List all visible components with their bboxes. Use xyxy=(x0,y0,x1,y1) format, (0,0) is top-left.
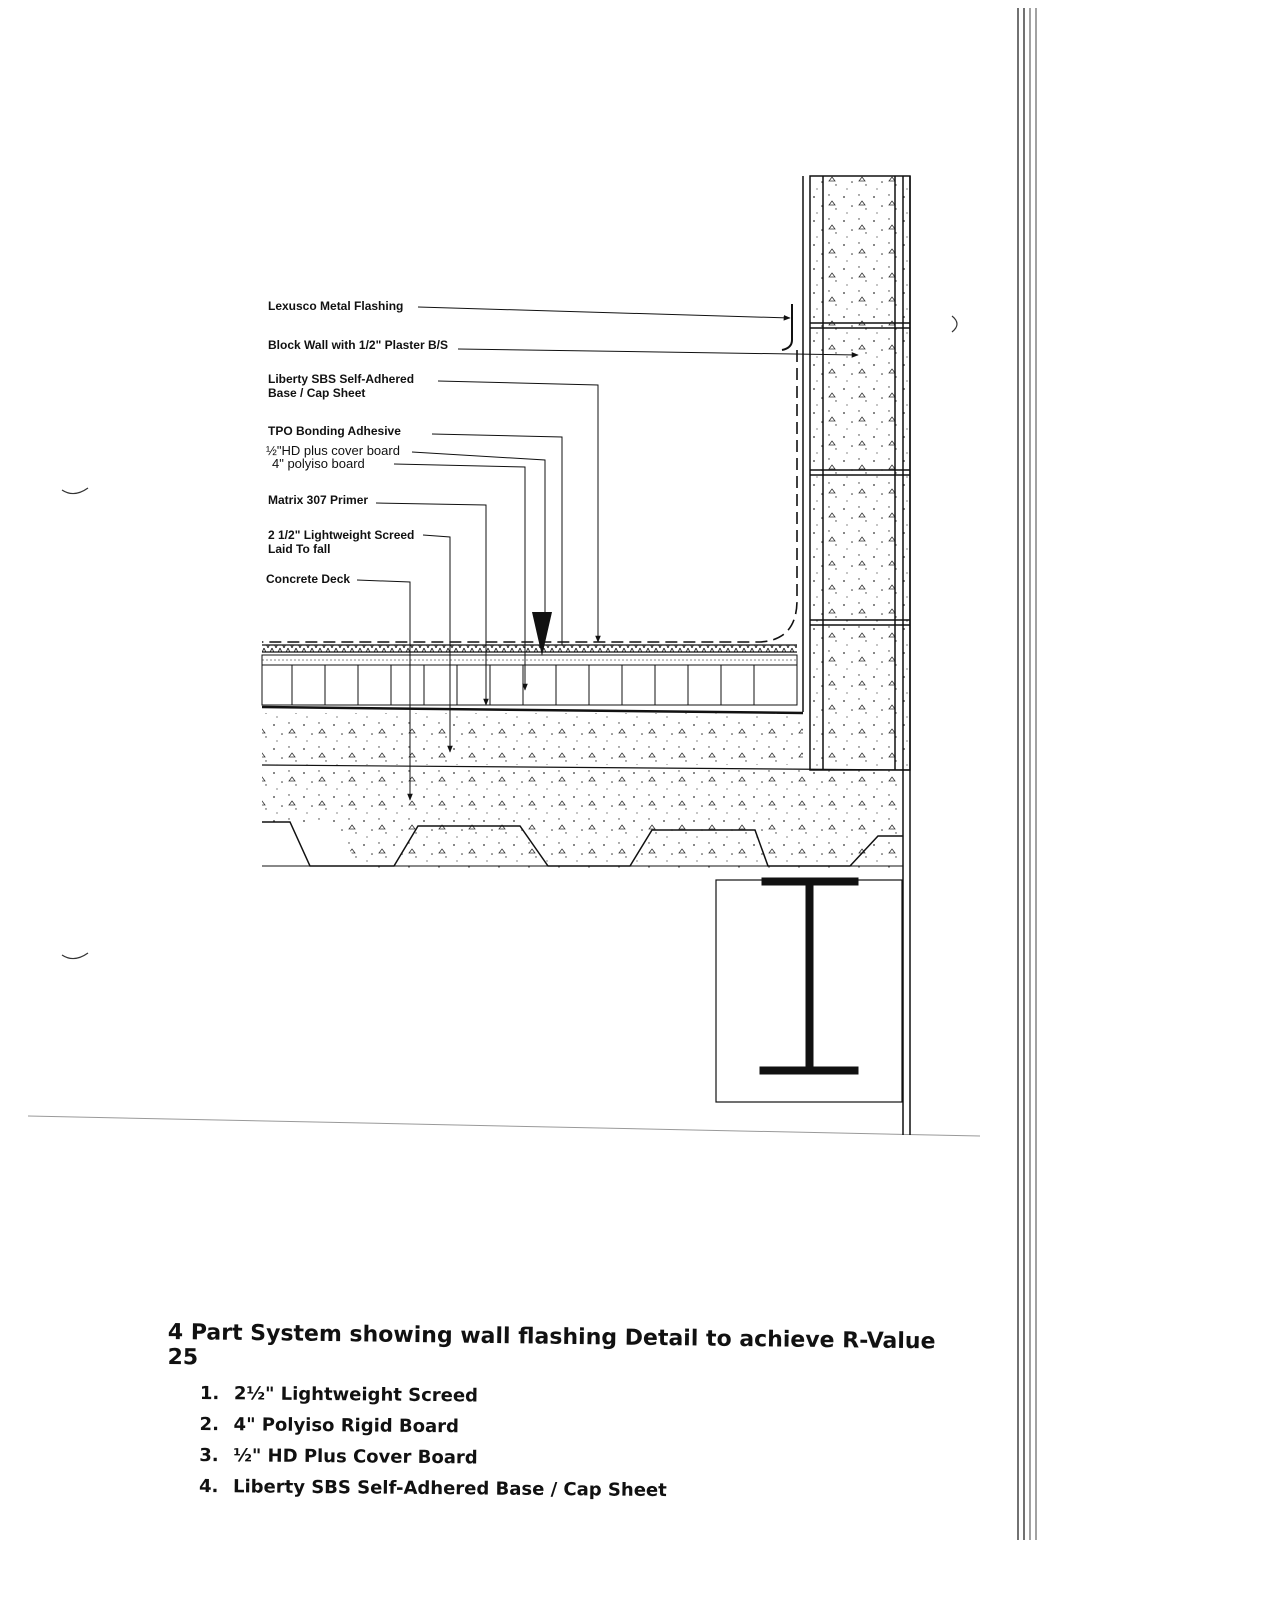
callout-liberty-sheet-line2: Base / Cap Sheet xyxy=(268,386,366,400)
callout-screed-line2: Laid To fall xyxy=(268,542,331,556)
metal-flashing xyxy=(782,304,792,350)
callout-tpo-adhesive: TPO Bonding Adhesive xyxy=(268,424,401,438)
concrete-deck xyxy=(262,770,903,868)
primer-layer xyxy=(262,707,803,713)
callout-metal-flashing: Lexusco Metal Flashing xyxy=(268,299,404,313)
polyiso-board-layer xyxy=(262,665,797,705)
list-item xyxy=(200,1378,668,1413)
callout-screed-line1: 2 1/2" Lightweight Screed xyxy=(268,528,415,542)
figure-caption: 4 Part System showing wall flashing Detail to achieve R-Value 25 xyxy=(167,1320,936,1371)
list-item-label: 4" Polyiso Rigid Board xyxy=(233,1414,460,1438)
block-wall xyxy=(803,176,910,1135)
callout-hd-cover-board: ½"HD plus cover board xyxy=(266,443,400,458)
callout-concrete-deck: Concrete Deck xyxy=(266,572,351,586)
list-item-number: 1. xyxy=(199,1382,220,1405)
list-item xyxy=(199,1471,667,1506)
steel-i-beam xyxy=(716,878,902,1102)
callout-liberty-sheet-line1: Liberty SBS Self-Adhered xyxy=(268,372,415,386)
list-item-number: 4. xyxy=(198,1475,219,1498)
list-item xyxy=(199,1440,667,1475)
list-item-number: 3. xyxy=(199,1444,219,1467)
list-item-number: 2. xyxy=(199,1413,220,1436)
list-item xyxy=(199,1409,667,1444)
callout-polyiso-board: 4" polyiso board xyxy=(272,456,365,471)
list-item-label: 2½" Lightweight Screed xyxy=(233,1383,479,1407)
list-item-label: Liberty SBS Self-Adhered Base / Cap Sheet xyxy=(232,1476,667,1502)
system-components-list xyxy=(199,1378,668,1506)
list-item-label: ½" HD Plus Cover Board xyxy=(233,1445,478,1469)
cover-board-layer xyxy=(262,655,797,665)
callout-block-wall: Block Wall with 1/2" Plaster B/S xyxy=(268,338,448,352)
cap-sheet-layer xyxy=(262,645,797,652)
callout-primer: Matrix 307 Primer xyxy=(268,493,369,507)
